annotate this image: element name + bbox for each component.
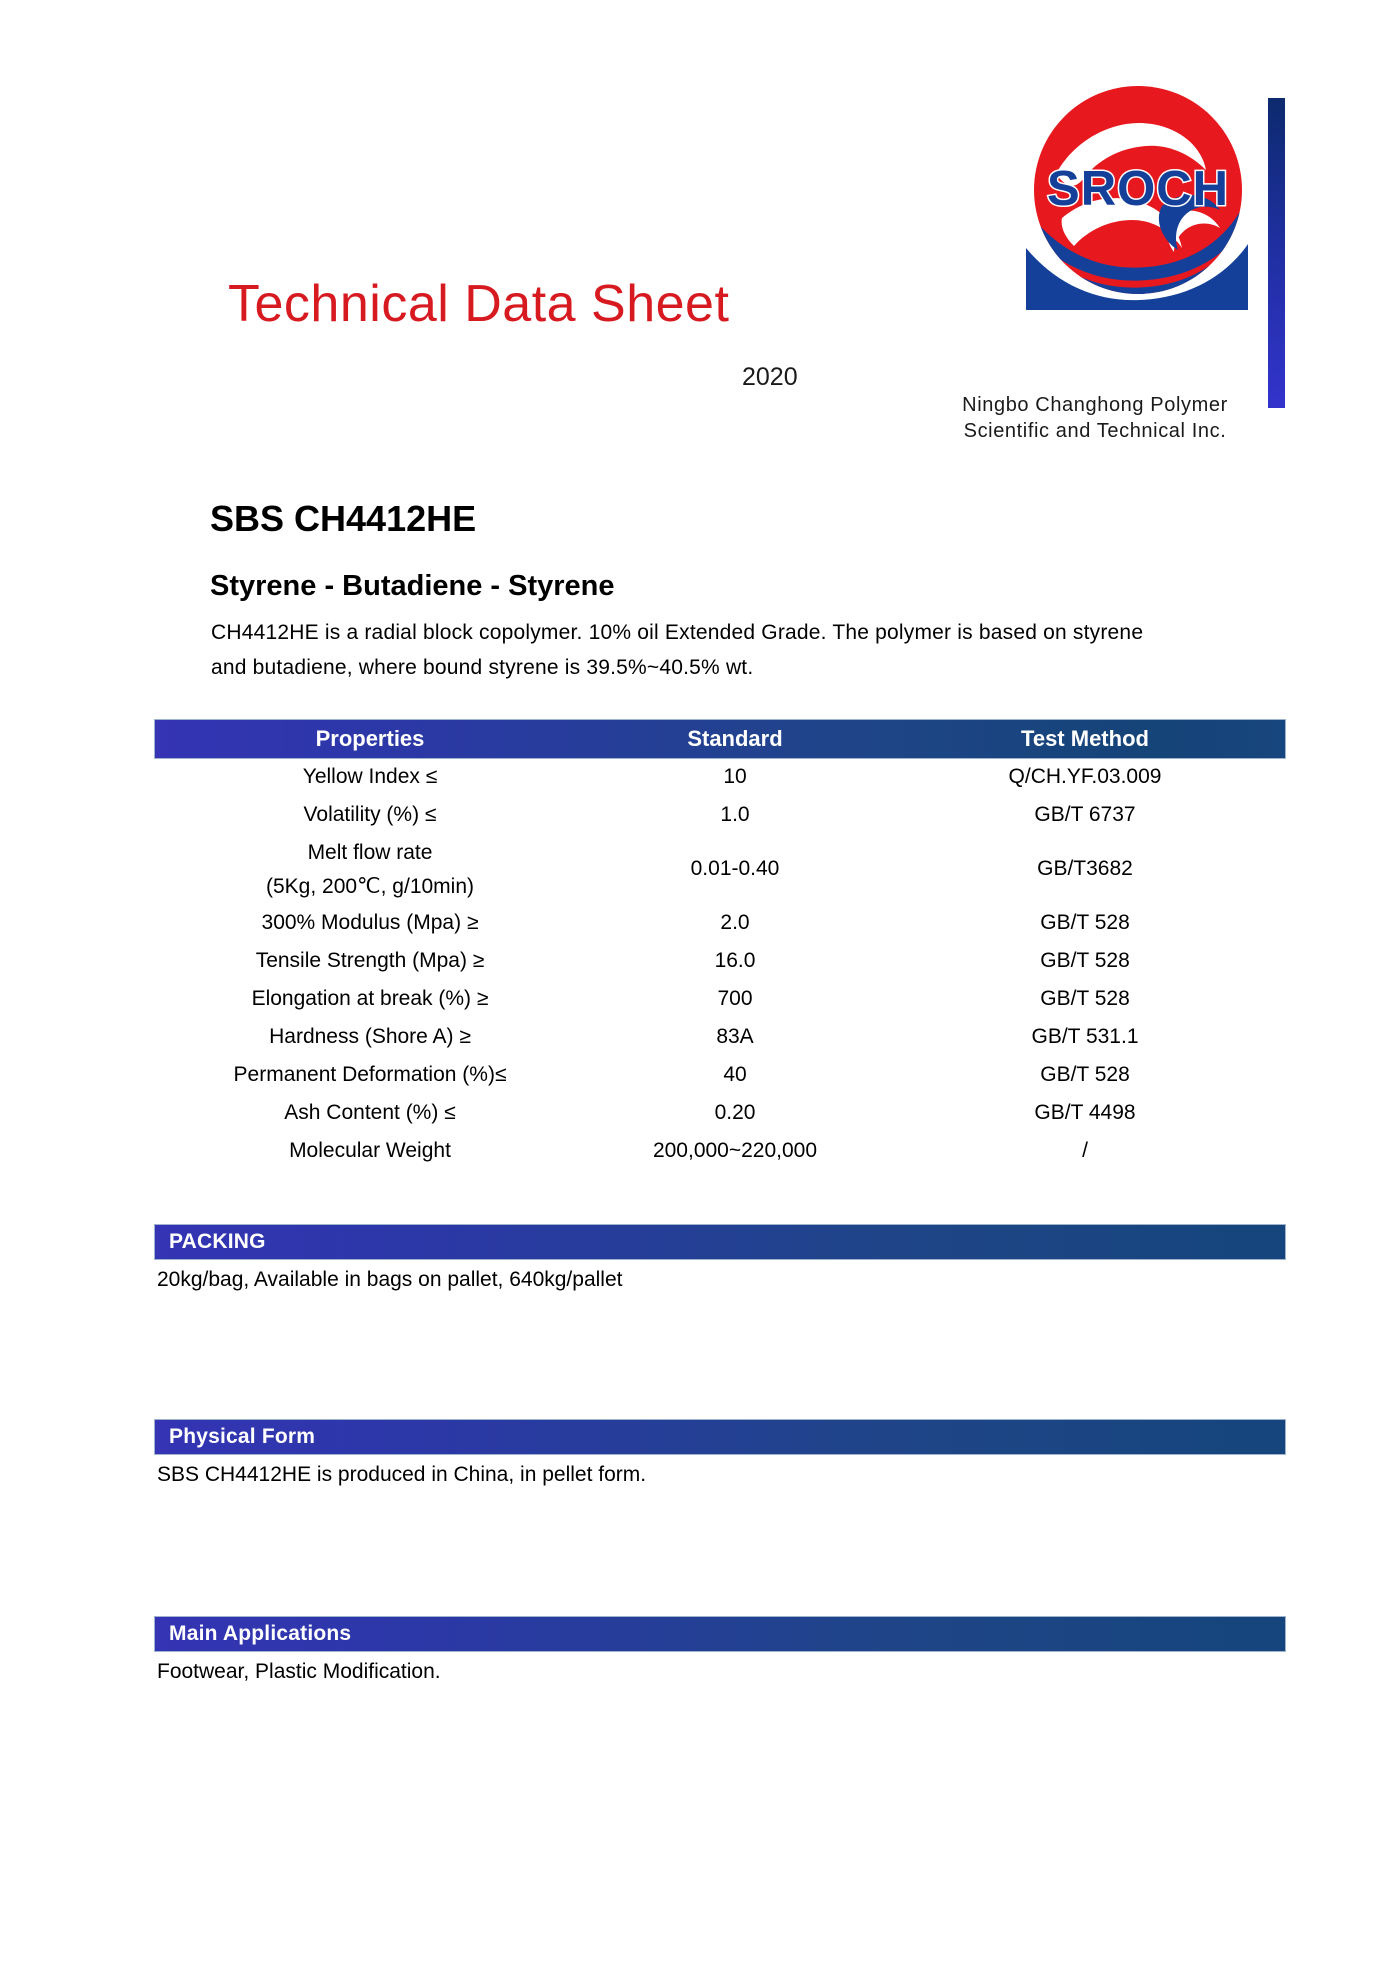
- cell-standard: 1.0: [720, 803, 750, 826]
- sroch-wordmark: SROCH: [1047, 162, 1229, 216]
- cell-property-line2: (5Kg, 200℃, g/10min): [265, 875, 475, 898]
- header-accent-bar: [1268, 98, 1285, 408]
- table-header-row: [155, 720, 1285, 758]
- section-main-applications-header: [155, 1617, 1285, 1651]
- section-packing-title: PACKING: [169, 1230, 266, 1253]
- cell-property: Yellow Index ≤: [302, 765, 438, 788]
- page-header: [0, 0, 1389, 450]
- company-name: [930, 392, 1260, 444]
- table-row: [155, 942, 1285, 980]
- cell-standard: 10: [723, 765, 747, 788]
- cell-test-method: GB/T 531.1: [1031, 1025, 1139, 1048]
- column-header-standard: Standard: [687, 726, 783, 751]
- table-row: [155, 834, 1285, 904]
- cell-standard: 2.0: [720, 911, 750, 934]
- cell-property: Volatility (%) ≤: [303, 803, 437, 826]
- table-row: [155, 1094, 1285, 1132]
- section-physical-form-title: Physical Form: [169, 1425, 316, 1448]
- cell-test-method: GB/T 528: [1040, 949, 1130, 972]
- cell-test-method: Q/CH.YF.03.009: [1008, 765, 1162, 788]
- product-subtitle: Styrene - Butadiene - Styrene: [210, 570, 615, 602]
- section-physical-form: [155, 1420, 1285, 1490]
- table-row: [155, 980, 1285, 1018]
- section-main-applications-title: Main Applications: [169, 1622, 352, 1645]
- cell-property: Molecular Weight: [289, 1139, 451, 1162]
- cell-property: Tensile Strength (Mpa) ≥: [255, 949, 485, 972]
- cell-standard: 40: [723, 1063, 747, 1086]
- cell-property: Hardness (Shore A) ≥: [269, 1025, 471, 1048]
- cell-standard: 83A: [716, 1025, 754, 1048]
- cell-test-method: GB/T 528: [1040, 1063, 1130, 1086]
- cell-property: 300% Modulus (Mpa) ≥: [261, 911, 479, 934]
- cell-test-method: GB/T 528: [1040, 987, 1130, 1010]
- cell-property: Permanent Deformation (%)≤: [233, 1063, 507, 1086]
- section-packing: [155, 1225, 1285, 1295]
- specifications-table: [155, 720, 1285, 1170]
- product-description: CH4412HE is a radial block copolymer. 10% oil Extended Grade. The polymer is based on styrene and butadiene, where bound styrene is 39.5%~40.5% wt.: [211, 621, 1144, 679]
- cell-standard: 0.20: [714, 1101, 756, 1124]
- document-year: 2020: [742, 363, 798, 391]
- section-packing-body: 20kg/bag, Available in bags on pallet, 640kg/pallet: [157, 1268, 623, 1291]
- cell-standard: 700: [717, 987, 753, 1010]
- cell-test-method: GB/T3682: [1037, 857, 1133, 880]
- cell-property: Ash Content (%) ≤: [284, 1101, 456, 1124]
- section-main-applications: [155, 1617, 1285, 1687]
- cell-test-method: GB/T 528: [1040, 911, 1130, 934]
- table-row: [155, 1056, 1285, 1094]
- cell-property-line1: Melt flow rate: [307, 841, 433, 864]
- page-title: Technical Data Sheet: [228, 275, 730, 333]
- cell-standard: 16.0: [714, 949, 756, 972]
- table-row: [155, 1018, 1285, 1056]
- cell-test-method: GB/T 4498: [1034, 1101, 1136, 1124]
- cell-standard: 200,000~220,000: [652, 1139, 818, 1162]
- product-name: SBS CH4412HE: [210, 498, 477, 539]
- table-row: [155, 904, 1285, 942]
- cell-property: [155, 834, 585, 904]
- sroch-logo: [1022, 78, 1254, 310]
- section-physical-form-body: SBS CH4412HE is produced in China, in pellet form.: [157, 1463, 647, 1486]
- cell-property: Elongation at break (%) ≥: [251, 987, 489, 1010]
- section-main-applications-body: Footwear, Plastic Modification.: [157, 1660, 441, 1683]
- section-packing-header: [155, 1225, 1285, 1259]
- company-name-line2: Scientific and Technical Inc.: [963, 420, 1227, 442]
- cell-standard: 0.01-0.40: [690, 857, 780, 880]
- company-name-line1: Ningbo Changhong Polymer: [962, 394, 1228, 416]
- table-row: [155, 1132, 1285, 1170]
- sroch-logo-icon: [1022, 78, 1254, 310]
- table-row: [155, 796, 1285, 834]
- column-header-properties: Properties: [315, 726, 425, 751]
- cell-test-method: GB/T 6737: [1034, 803, 1136, 826]
- column-header-test-method: Test Method: [1021, 726, 1149, 751]
- cell-test-method: /: [1082, 1139, 1088, 1162]
- section-physical-form-header: [155, 1420, 1285, 1454]
- table-row: [155, 758, 1285, 796]
